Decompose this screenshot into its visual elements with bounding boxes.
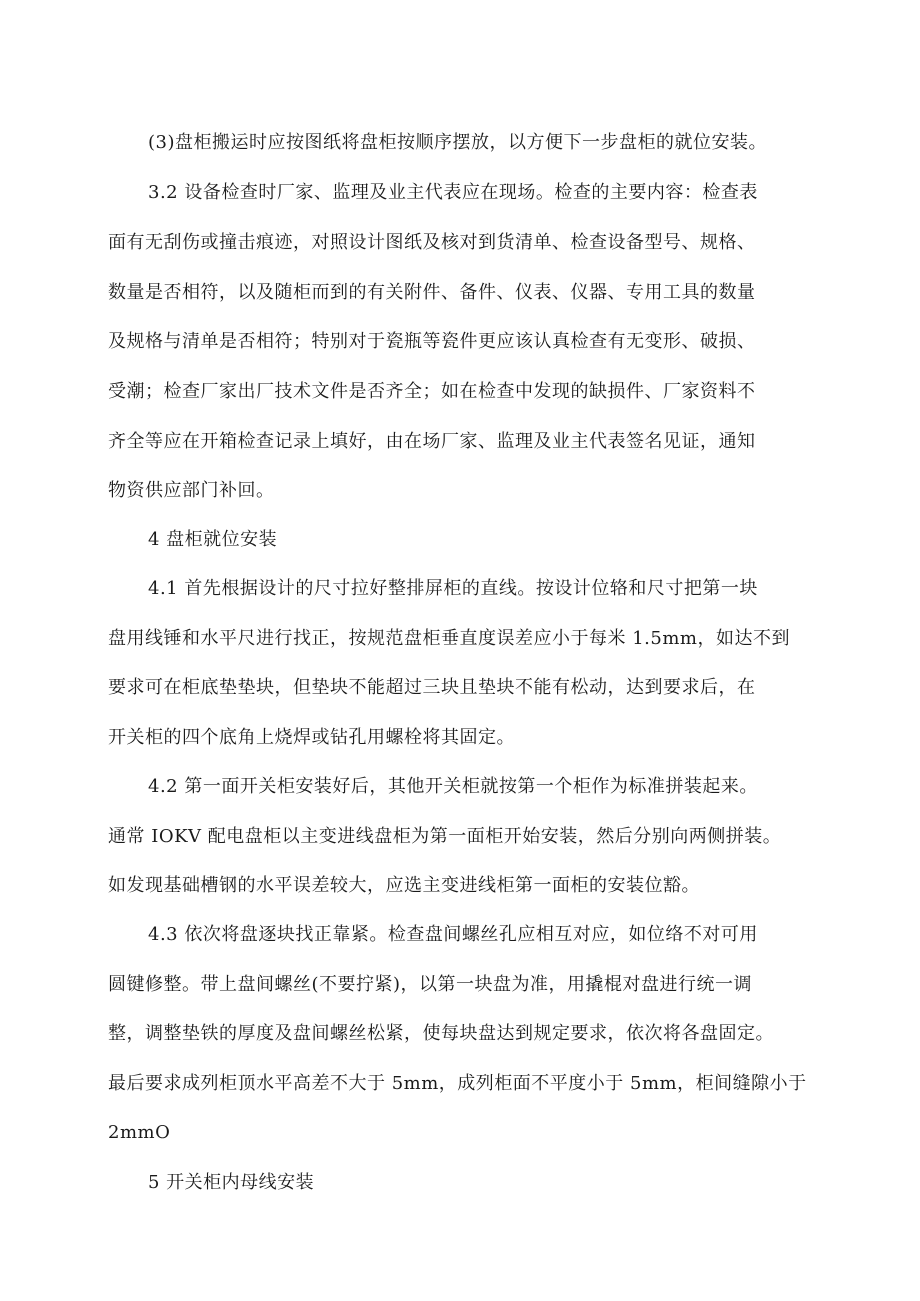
- section-4-1-line-3: 要求可在柜底垫垫块，但垫块不能超过三块且垫块不能有松动，达到要求后，在: [108, 677, 756, 698]
- paragraph-3-line-1: (3)盘柜搬运时应按图纸将盘柜按顺序摆放，以方便下一步盘柜的就位安装。: [148, 132, 767, 153]
- section-3-2-line-7: 物资供应部门补回。: [108, 480, 275, 501]
- section-4-3-line-2: 圆键修整。带上盘间螺丝(不要拧紧)，以第一块盘为准，用撬棍对盘进行统一调: [108, 974, 753, 995]
- section-5-heading: 5 开关柜内母线安装: [148, 1172, 315, 1193]
- section-4-1-line-1: 4.1 首先根据设计的尺寸拉好整排屏柜的直线。按设计位辂和尺寸把第一块: [148, 578, 758, 599]
- section-4-2-line-2: 通常 IOKV 配电盘柜以主变进线盘柜为第一面柜开始安装，然后分别向两侧拼装。: [108, 826, 782, 847]
- section-3-2-line-5: 受潮；检查厂家出厂技术文件是否齐全；如在检查中发现的缺损件、厂家资料不: [108, 381, 756, 402]
- section-4-3-line-5: 2mmO: [108, 1122, 171, 1143]
- section-4-1-line-2: 盘用线锤和水平尺进行找正，按规范盘柜垂直度误差应小于每米 1.5mm，如达不到: [108, 628, 790, 649]
- section-4-3-line-4: 最后要求成列柜顶水平高差不大于 5mm，成列柜面不平度小于 5mm，柜间缝隙小于: [108, 1073, 807, 1094]
- section-3-2-line-3: 数量是否相符，以及随柜而到的有关附件、备件、仪表、仪器、专用工具的数量: [108, 282, 756, 303]
- section-3-2-line-4: 及规格与清单是否相符；特别对于瓷瓶等瓷件更应该认真检查有无变形、破损、: [108, 331, 756, 352]
- section-3-2-line-6: 齐全等应在开箱检查记录上填好，由在场厂家、监理及业主代表签名见证，通知: [108, 431, 756, 452]
- section-4-heading: 4 盘柜就位安装: [148, 529, 278, 550]
- section-4-1-line-4: 开关柜的四个底角上烧焊或钻孔用螺栓将其固定。: [108, 727, 515, 748]
- section-4-2-line-3: 如发现基础槽钢的水平误差较大，应选主变进线柜第一面柜的安装位豁。: [108, 875, 700, 896]
- section-4-3-line-1: 4.3 依次将盘逐块找正靠紧。检查盘间螺丝孔应相互对应，如位络不对可用: [148, 924, 758, 945]
- section-3-2-line-1: 3.2 设备检查时厂家、监理及业主代表应在现场。检查的主要内容：检查表: [148, 182, 758, 203]
- section-3-2-line-2: 面有无刮伤或撞击痕迹，对照设计图纸及核对到货清单、检查设备型号、规格、: [108, 232, 756, 253]
- section-4-2-line-1: 4.2 第一面开关柜安装好后，其他开关柜就按第一个柜作为标准拼装起来。: [148, 776, 758, 797]
- section-4-3-line-3: 整，调整垫铁的厚度及盘间螺丝松紧，使每块盘达到规定要求，依次将各盘固定。: [108, 1023, 774, 1044]
